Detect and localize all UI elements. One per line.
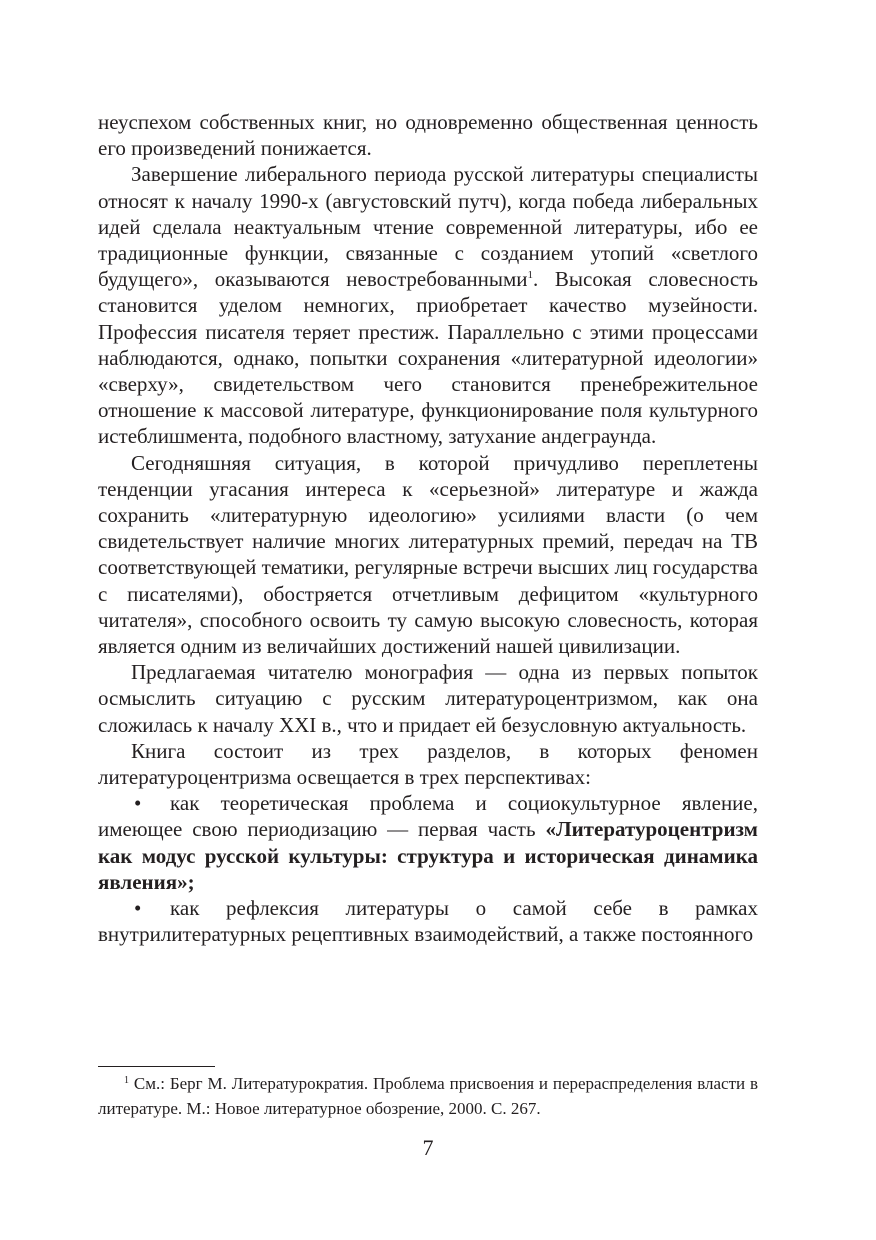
footnote-reference[interactable]: 1 [527, 269, 533, 282]
paragraph: Предлагаемая читателю монография — одна из первых попыток осмыслить ситуацию с русским литературоцентризмом, как она сложилась к началу XXI в., что и придает ей безусловную актуальность. [98, 660, 758, 737]
footnote-number: 1 [124, 1075, 129, 1086]
footnote-divider [98, 1066, 215, 1067]
footnote [98, 1071, 758, 1121]
bullet-icon: • [134, 896, 142, 921]
paragraph: Сегодняшняя ситуация, в которой причудливо переплетены тенденции угасания интереса к «серьезной» литературе и жажда сохранить «литературную идеологию» усилиями власти (о чем свидетельствует наличие многих литературных премий, передач на ТВ соответствующей тематики, регулярные встречи высших лиц государства с писателями), обостряется отчетливым дефицитом «культурного читателя», способного освоить ту самую высокую словесность, которая является одним из величайших достижений нашей цивилизации. [98, 450, 758, 659]
paragraph-text: Завершение либерального периода русской литературы специалисты относят к началу 1990-х (августовский путч), когда победа либеральных идей сделала неактуальным чтение современной литературы, ибо ее традиционные функции, связанные с созданием утопий «светлого будущего», оказываются невостребованными [98, 162, 758, 292]
paragraph [98, 161, 758, 449]
main-text [98, 109, 758, 948]
bullet-item [98, 895, 758, 947]
paragraph-continued: неуспехом собственных книг, но одновременно общественная ценность его произведений понижается. [98, 110, 758, 161]
bullet-item [98, 790, 758, 895]
bullet-icon: • [134, 791, 142, 816]
paragraph: Книга состоит из трех разделов, в которых феномен литературоцентризма освещается в трех перспективах: [98, 738, 758, 790]
paragraph-text: . Высокая словесность становится уделом немногих, приобретает качество музейности. Профессия писателя теряет престиж. Параллельно с этими процессами наблюдаются, однако, попытки сохранения «литературной идеологии» «сверху», свидетельством чего становится пренебрежительное отношение к массовой литературе, функционирование поля культурного истеблишмента, подобного властному, затухание андеграунда. [98, 267, 758, 449]
page-number: 7 [422, 1135, 434, 1160]
footnote-text: См.: Берг М. Литературократия. Проблема присвоения и перераспределения власти в литературе. М.: Новое литературное обозрение, 2000. С. 267. [98, 1074, 758, 1118]
bullet-text: как рефлексия литературы о самой себе в рамках внутрилитературных рецептивных взаимодействий, а также постоянного [98, 896, 758, 947]
bullet-text: как теоретическая проблема и социокультурное явление, имеющее свою периодизацию — первая часть [98, 791, 758, 842]
part-title: «Литературоцентризм как модус русской культуры: структура и историческая динамика явления»; [98, 817, 758, 894]
